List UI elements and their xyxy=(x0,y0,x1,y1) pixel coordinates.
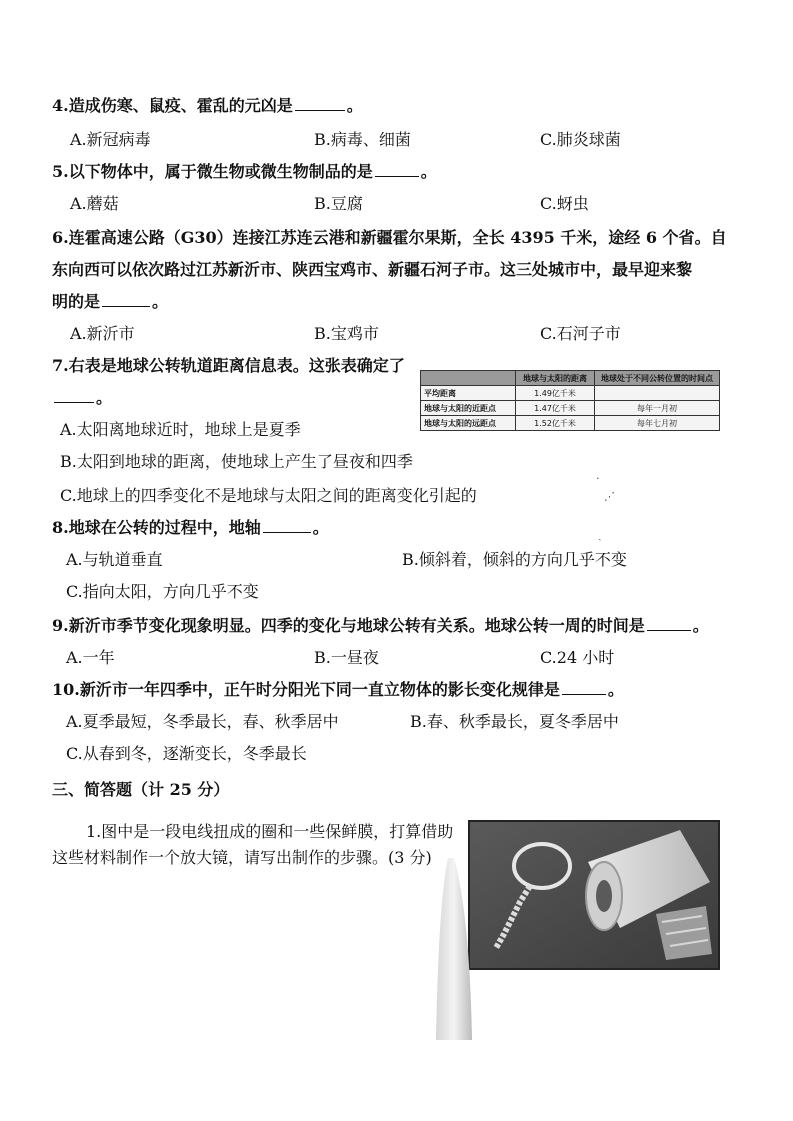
q9-option-b[interactable]: B.一昼夜 xyxy=(314,648,379,667)
q8-option-a[interactable]: A.与轨道垂直 xyxy=(66,550,163,569)
answer-blank[interactable] xyxy=(647,616,691,631)
table-cell xyxy=(595,386,720,401)
q5-option-a[interactable]: A.蘑菇 xyxy=(70,194,119,213)
q6-option-c[interactable]: C.石河子市 xyxy=(540,324,621,343)
orbit-distance-table xyxy=(420,370,720,431)
answer-blank[interactable] xyxy=(102,292,150,307)
question-7-line1: 7.右表是地球公转轨道距离信息表。这张表确定了 xyxy=(52,356,405,375)
q5-option-b[interactable]: B.豆腐 xyxy=(314,194,363,213)
scan-shadow xyxy=(432,858,478,1040)
q10-option-b[interactable]: B.春、秋季最长，夏冬季居中 xyxy=(410,712,619,731)
table-row xyxy=(421,386,720,401)
question-6-line3: 明的是 。 xyxy=(52,292,169,311)
table-row xyxy=(421,416,720,431)
section-3-q1-line1: 1.图中是一段电线扭成的圈和一些保鲜膜，打算借助 xyxy=(86,822,454,841)
q7-option-a[interactable]: A.太阳离地球近时，地球上是夏季 xyxy=(60,420,301,439)
q6-option-a[interactable]: A.新沂市 xyxy=(70,324,135,343)
answer-blank[interactable] xyxy=(375,162,419,177)
question-9-stem: 9.新沂市季节变化现象明显。四季的变化与地球公转有关系。地球公转一周的时间是 。 xyxy=(52,616,709,635)
q10-option-c[interactable]: C.从春到冬，逐渐变长，冬季最长 xyxy=(66,744,307,763)
scan-speck: ⋰ xyxy=(604,490,615,503)
table-cell: 1.52亿千米 xyxy=(516,416,595,431)
answer-blank[interactable] xyxy=(263,518,311,533)
wire-loop-and-plastic-wrap-photo xyxy=(468,820,720,970)
table-cell: 每年七月初 xyxy=(595,416,720,431)
q10-option-a[interactable]: A.夏季最短，冬季最长，春、秋季居中 xyxy=(66,712,339,731)
question-5-stem: 5.以下物体中，属于微生物或微生物制品的是 。 xyxy=(52,162,437,181)
photo-illustration xyxy=(470,822,718,968)
answer-blank[interactable] xyxy=(54,388,94,403)
question-6-line1: 6.连霍高速公路（G30）连接江苏连云港和新疆霍尔果斯，全长 4395 千米，途经 6 个省。自 xyxy=(52,228,727,247)
question-8-stem: 8.地球在公转的过程中，地轴 。 xyxy=(52,518,329,537)
table-cell: 平均距离 xyxy=(421,386,516,401)
table-header-cell xyxy=(421,371,516,386)
q8-option-b[interactable]: B.倾斜着，倾斜的方向几乎不变 xyxy=(402,550,627,569)
q9-option-a[interactable]: A.一年 xyxy=(66,648,115,667)
table-header-cell: 地球处于不同公转位置的时间点 xyxy=(595,371,720,386)
q8-option-c[interactable]: C.指向太阳，方向几乎不变 xyxy=(66,582,259,601)
question-4-stem: 4.造成伤寒、鼠疫、霍乱的元凶是 。 xyxy=(52,96,363,115)
answer-blank[interactable] xyxy=(562,680,606,695)
q7-option-c[interactable]: C.地球上的四季变化不是地球与太阳之间的距离变化引起的 xyxy=(60,486,477,505)
table-header-cell: 地球与太阳的距离 xyxy=(516,371,595,386)
q4-option-b[interactable]: B.病毒、细菌 xyxy=(314,130,411,149)
q4-option-a[interactable]: A.新冠病毒 xyxy=(70,130,151,149)
question-6-line2: 东向西可以依次路过江苏新沂市、陕西宝鸡市、新疆石河子市。这三处城市中，最早迎来黎 xyxy=(52,260,693,279)
table-cell: 1.49亿千米 xyxy=(516,386,595,401)
table-cell: 地球与太阳的近距点 xyxy=(421,401,516,416)
table-cell: 1.47亿千米 xyxy=(516,401,595,416)
question-10-stem: 10.新沂市一年四季中，正午时分阳光下同一直立物体的影长变化规律是 。 xyxy=(52,680,624,699)
answer-blank[interactable] xyxy=(295,96,345,111)
scan-speck: · xyxy=(596,472,600,485)
q4-option-c[interactable]: C.肺炎球菌 xyxy=(540,130,621,149)
section-3-q1-line2: 这些材料制作一个放大镜，请写出制作的步骤。(3 分) xyxy=(52,848,432,867)
q9-option-c[interactable]: C.24 小时 xyxy=(540,648,615,667)
section-3-title: 三、简答题（计 25 分） xyxy=(52,780,230,799)
q7-option-b[interactable]: B.太阳到地球的距离，使地球上产生了昼夜和四季 xyxy=(60,452,413,471)
table-cell: 每年一月初 xyxy=(595,401,720,416)
q6-option-b[interactable]: B.宝鸡市 xyxy=(314,324,379,343)
table-row xyxy=(421,401,720,416)
question-7-blank-line: 。 xyxy=(52,388,112,408)
table-header-row xyxy=(421,371,720,386)
q5-option-c[interactable]: C.蚜虫 xyxy=(540,194,589,213)
scan-speck: ˎ xyxy=(598,528,602,541)
table-cell: 地球与太阳的远距点 xyxy=(421,416,516,431)
